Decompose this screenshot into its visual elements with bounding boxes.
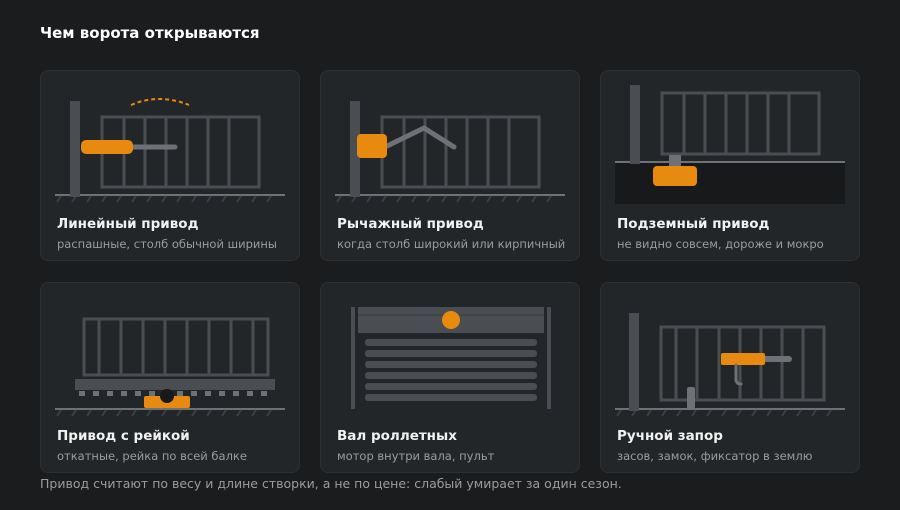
- card-description: засов, замок, фиксатор в землю: [617, 449, 813, 463]
- card-underground-drive: [600, 70, 860, 261]
- card-title: Подземный привод: [617, 216, 770, 232]
- card-description: распашные, столб обычной ширины: [57, 237, 277, 251]
- card-description: откатные, рейка по всей балке: [57, 449, 247, 463]
- card-description: когда столб широкий или кирпичный: [337, 237, 566, 251]
- card-title: Рычажный привод: [337, 216, 484, 232]
- card-title: Вал роллетных: [337, 428, 457, 444]
- card-description: не видно совсем, дороже и мокро: [617, 237, 824, 251]
- card-rack-drive: [40, 282, 300, 473]
- card-lever-drive: [320, 70, 580, 261]
- lever-drive-illustration: [321, 71, 580, 211]
- footer-note: Привод считают по весу и длине створки, а не по цене: слабый умирает за один сезон.: [40, 476, 622, 491]
- card-manual-lock: [600, 282, 860, 473]
- card-title: Линейный привод: [57, 216, 199, 232]
- card-linear-drive: [40, 70, 300, 261]
- manual-lock-illustration: [601, 283, 860, 423]
- underground-drive-illustration: [601, 71, 860, 211]
- card-title: Привод с рейкой: [57, 428, 190, 444]
- rack-drive-illustration: [41, 283, 300, 423]
- page-title: Чем ворота открываются: [40, 24, 260, 42]
- roller-shaft-illustration: [321, 283, 580, 423]
- card-description: мотор внутри вала, пульт: [337, 449, 495, 463]
- linear-drive-illustration: [41, 71, 300, 211]
- card-roller-shaft: [320, 282, 580, 473]
- card-title: Ручной запор: [617, 428, 723, 444]
